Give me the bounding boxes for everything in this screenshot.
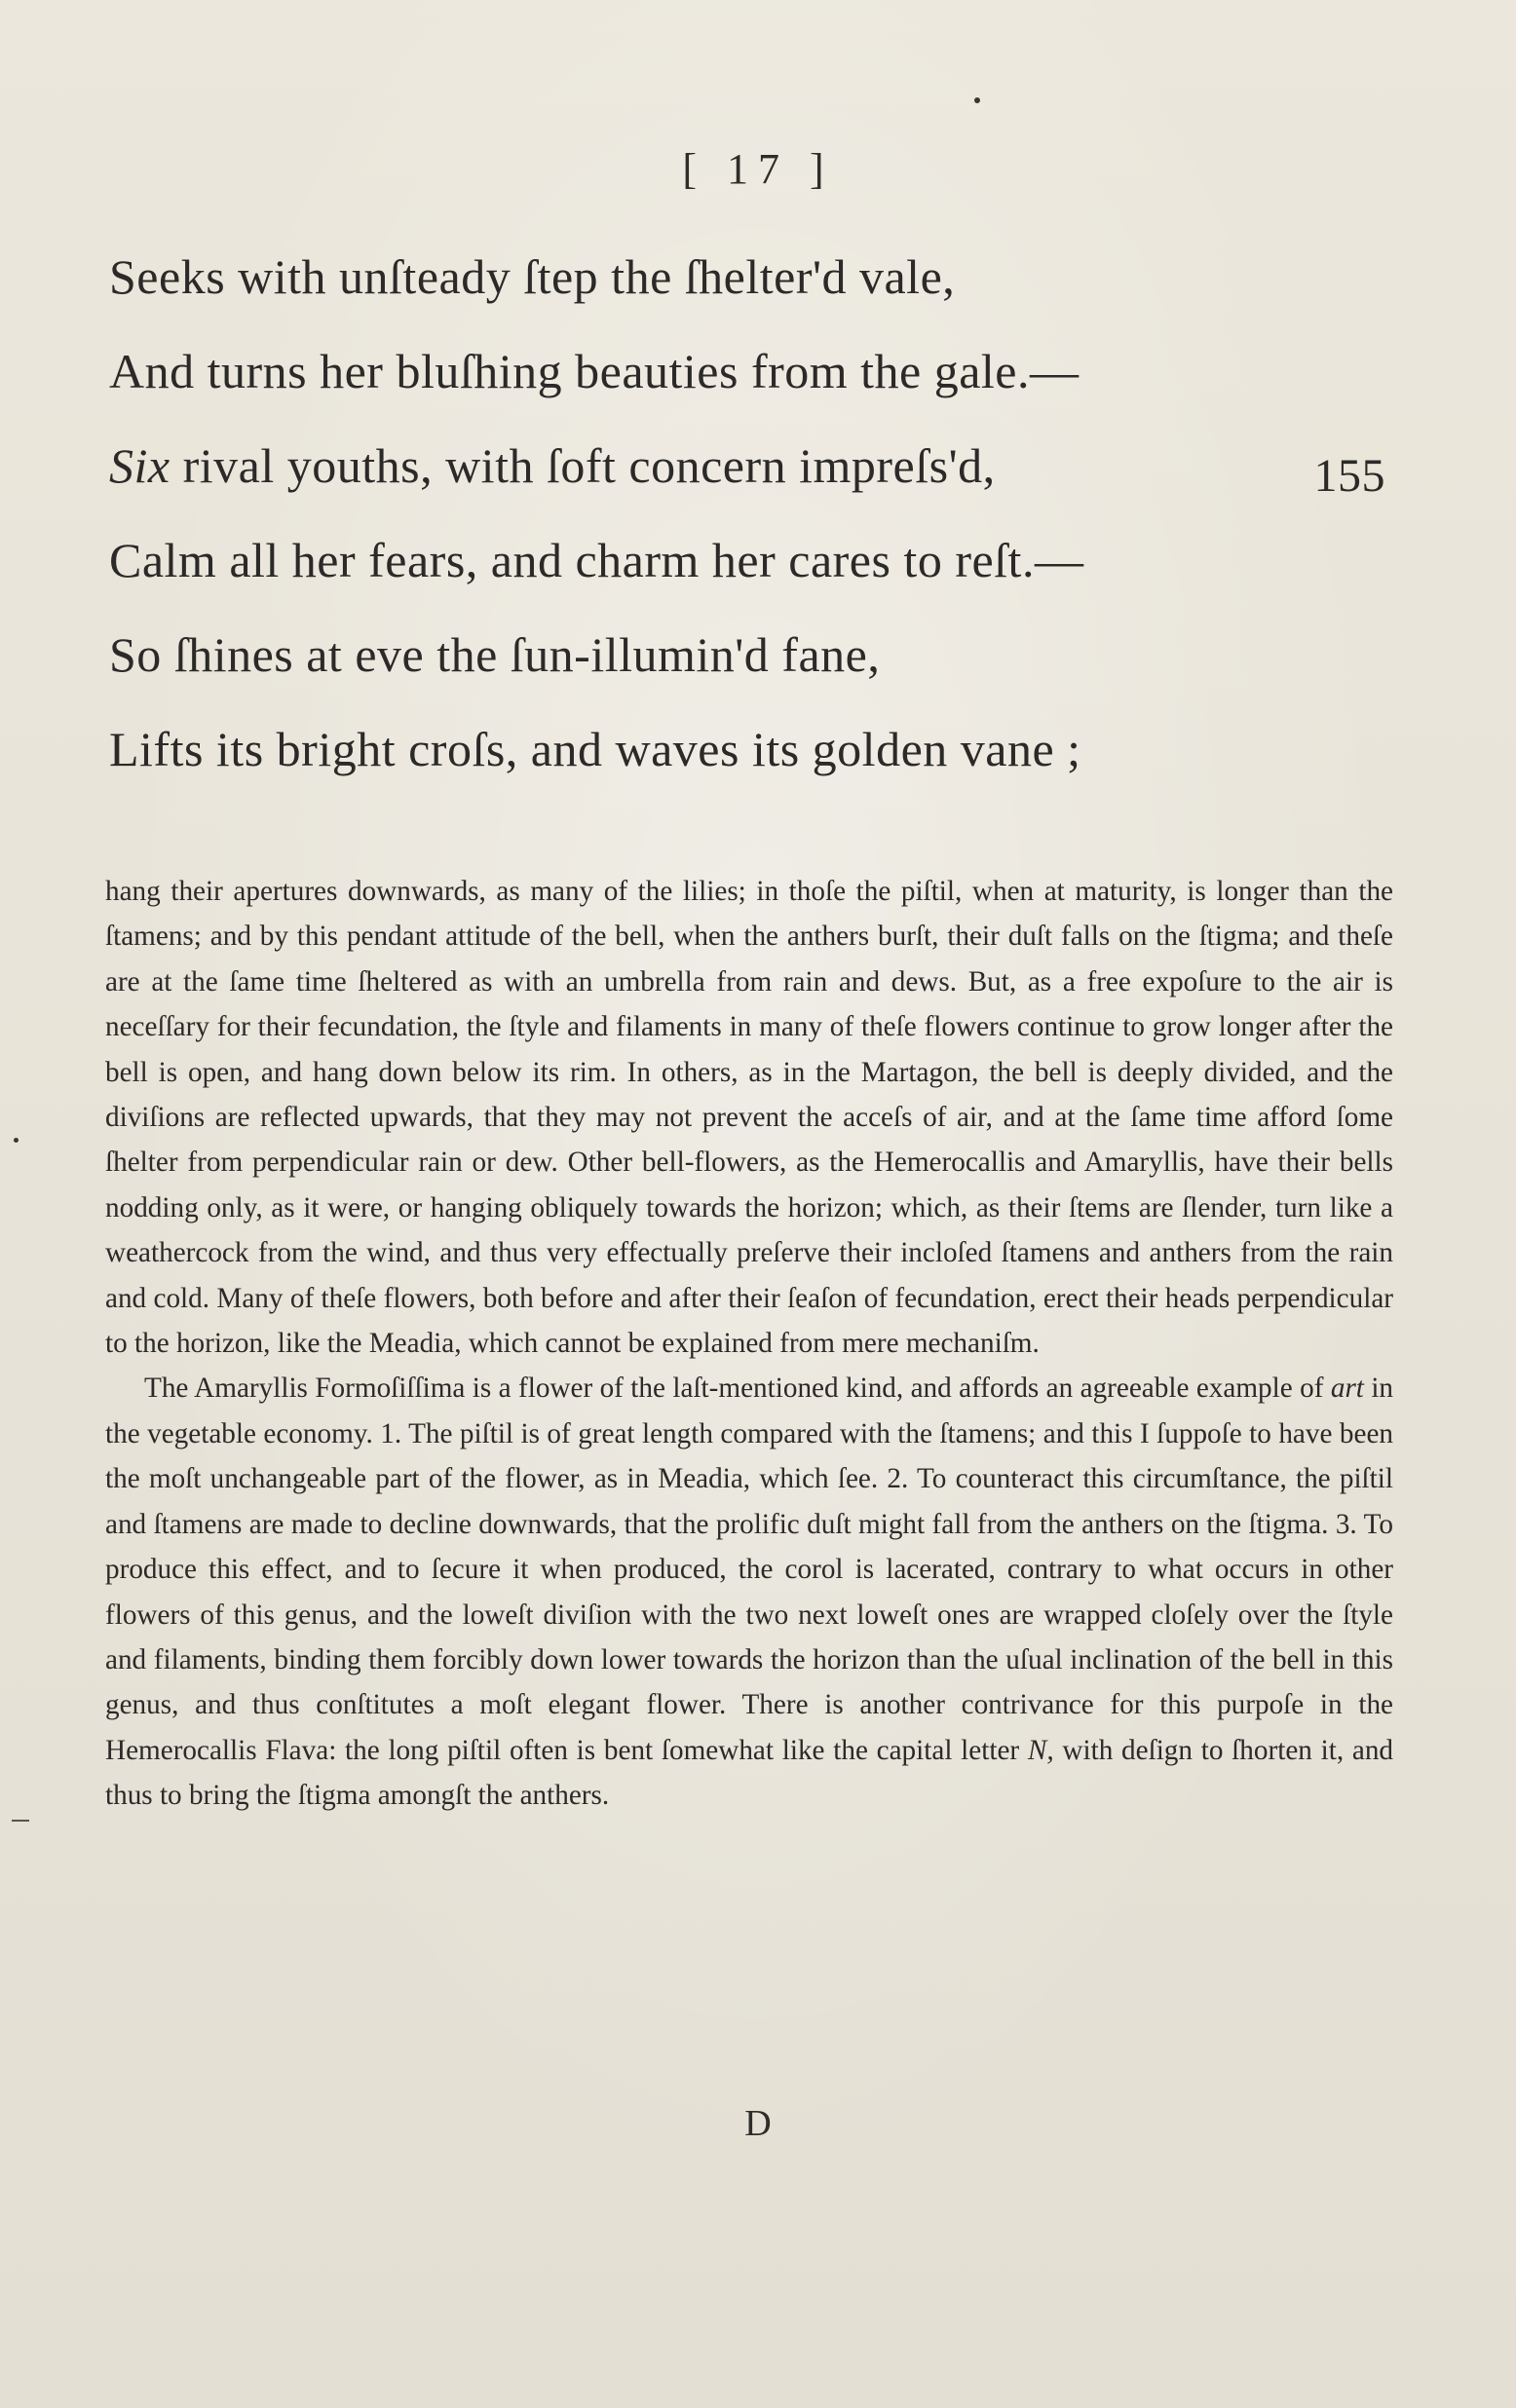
note-text: in the vegetable economy. 1. The piſtil is of great length compared with the ſtamens; and this I ſuppoſe to have been the moſt unchangeable part of the flower, as in Meadia, which ſee. 2. To counteract this circumſtance, the piſtil and ſtamens are made to decline downwards, that the prolific duſt might fall from the anthers on the ſtigma. 3. To produce this effect, and to ſecure it when produced, the corol is lacerated, contrary to what occurs in other flowers of this genus, and the loweſt diviſion with the two next loweſt ones are wrapped cloſely over the ſtyle and filaments, binding them forcibly down lower towards the horizon than the uſual inclination of the bell in this genus, and thus conſtitutes a moſt elegant flower. There is another contrivance for this purpoſe in the Hemerocallis Flava: the long piſtil often is bent ſomewhat like the capital letter [105, 1373, 1394, 1766]
verse-line [109, 324, 1415, 419]
ink-speck [974, 97, 980, 103]
verse-line [109, 513, 1415, 608]
note-text: with deſign to ſhorten it, and thus to bring the ſtigma amongſt the anthers. [105, 1734, 1394, 1812]
ink-speck [14, 1138, 19, 1143]
verse-text: Calm all her fears, and charm her cares to reſt.— [109, 533, 1084, 587]
margin-mark [12, 1820, 29, 1822]
note-italic-word: N, [1027, 1734, 1054, 1766]
verse-block [109, 230, 1415, 797]
note-paragraph: hang their apertures downwards, as many of the lilies; in thoſe the piſtil, when at maturity, is longer than the ſtamens; and by this pendant attitude of the bell, when the anthers burſt, their duſt falls on the ſtigma; and theſe are at the ſame time ſheltered as with an umbrella from rain and dews. But, as a free expoſure to the air is neceſſary for their fecundation, the ſtyle and filaments in many of theſe flowers continue to grow longer after the bell is open, and hang down below its rim. In others, as in the Martagon, the bell is deeply divided, and the diviſions are reflected upwards, that they may not prevent the acceſs of air, and at the ſame time afford ſome ſhelter from perpendicular rain or dew. Other bell-flowers, as the Hemerocallis and Amaryllis, have their bells nodding only, as it were, or hanging obliquely towards the horizon; which, as their ſtems are ſlender, turn like a weathercock from the wind, and thus very effectually preſerve their incloſed ſtamens and anthers from the rain and cold. Many of theſe flowers, both before and after their ſeaſon of fecundation, erect their heads perpendicular to the horizon, like the Meadia, which cannot be explained from mere mechaniſm. [105, 876, 1393, 1360]
signature-mark: D [744, 2103, 772, 2144]
note-paragraph [105, 1366, 1393, 1818]
verse-text: Lifts its bright croſs, and waves its golden vane ; [109, 722, 1081, 776]
verse-italic-word: Six [109, 438, 171, 493]
page-header: [ 17 ] [682, 145, 834, 193]
verse-line [109, 608, 1415, 702]
verse-line [109, 230, 1415, 324]
verse-text: And turns her bluſhing beauties from the gale.— [109, 344, 1080, 398]
verse-text: Seeks with unſteady ſtep the ſhelter'd vale, [109, 249, 956, 304]
note-italic-word: art [1330, 1373, 1364, 1405]
verse-line [109, 419, 1415, 513]
footnote-block [105, 869, 1393, 1819]
verse-text: So ſhines at eve the ſun-illumin'd fane, [109, 627, 881, 682]
note-text: The Amaryllis Formoſiſſima is a flower of the laſt-mentioned kind, and affords an agreeable example of [144, 1373, 1324, 1405]
verse-line [109, 702, 1415, 797]
line-number: 155 [1313, 450, 1385, 502]
verse-text: rival youths, with ſoft concern impreſs'd, [182, 438, 996, 493]
